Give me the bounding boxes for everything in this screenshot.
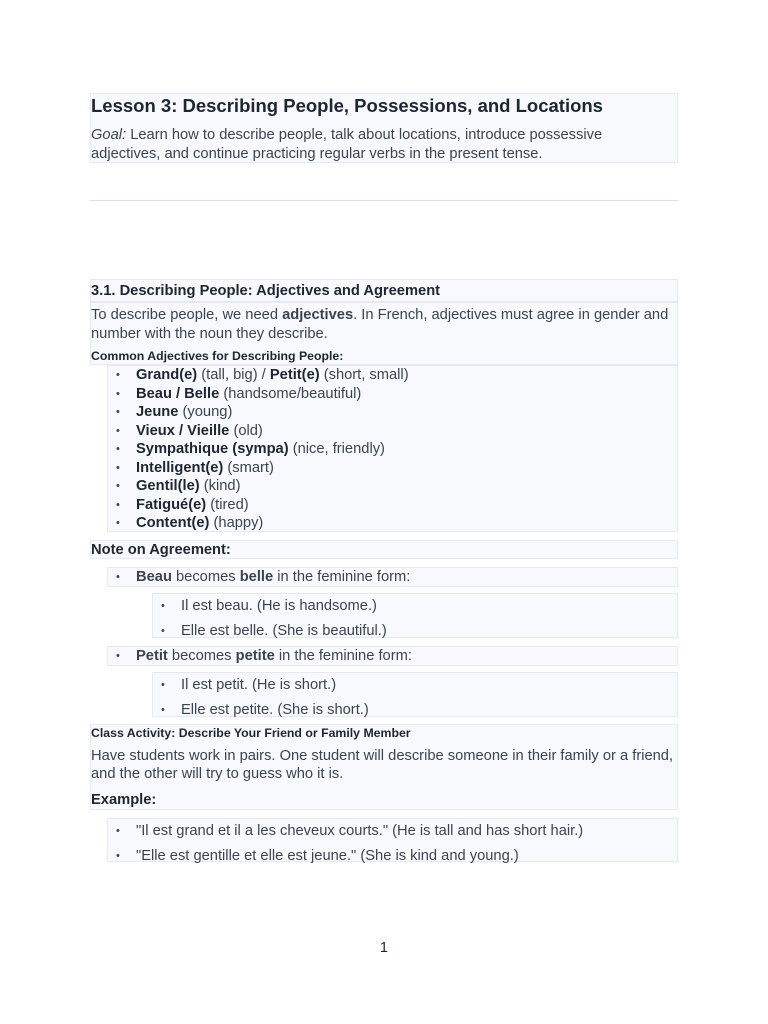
adjective-item: • Content(e) (happy) (116, 515, 264, 531)
list-item: • Beau becomes belle in the feminine form: (116, 569, 411, 585)
agreement-item-beau (107, 567, 678, 587)
bullet-icon: • (116, 650, 120, 662)
bullet-icon: • (161, 625, 165, 637)
list-item: • "Elle est gentille et elle est jeune." (She is kind and young.) (108, 844, 677, 869)
agreement-examples-petit (152, 672, 678, 717)
activity-examples-box (107, 818, 678, 862)
goal-label: Goal: (91, 127, 127, 143)
agreement-examples-beau (152, 593, 678, 638)
list-item: • Elle est petite. (She is short.) (153, 698, 677, 723)
activity-text: Have students work in pairs. One student will describe someone in their family or a friend, and the other will try to guess who it is. (91, 748, 674, 782)
lesson-header (90, 93, 678, 163)
adjective-list-heading: Common Adjectives for Describing People: (91, 349, 344, 363)
bullet-icon: • (116, 850, 120, 862)
page-number: 1 (379, 940, 389, 956)
activity-examples (108, 819, 677, 869)
bullet-icon: • (116, 461, 120, 474)
example-label: Example: (91, 792, 157, 808)
section-title: 3.1. Describing People: Adjectives and Agreement (91, 283, 441, 299)
intro-keyword: adjectives (282, 307, 354, 323)
bullet-icon: • (116, 387, 120, 400)
adjective-item: • Intelligent(e) (smart) (116, 459, 274, 476)
bullet-icon: • (161, 704, 165, 716)
horizontal-divider (90, 200, 678, 201)
bullet-icon: • (116, 480, 120, 492)
adjective-item: • Jeune (young) (116, 404, 233, 420)
bullet-icon: • (116, 424, 120, 437)
activity-heading: Class Activity: Describe Your Friend or Family Member (91, 726, 411, 740)
goal-text: Learn how to describe people, talk about locations, introduce possessive adjectives, and continue practicing regular verbs in the present tense. (91, 127, 603, 162)
class-activity (90, 724, 678, 810)
list-item: • Il est beau. (He is handsome.) (153, 594, 677, 619)
list-item: • Petit becomes petite in the feminine form: (116, 648, 412, 664)
agreement-heading: Note on Agreement: (91, 542, 231, 558)
agreement-item-petit (107, 646, 678, 666)
lesson-title: Lesson 3: Describing People, Possessions, and Locations (91, 95, 603, 116)
bullet-icon: • (116, 498, 120, 511)
bullet-icon: • (116, 406, 120, 418)
adjective-item: • Vieux / Vieille (old) (116, 422, 263, 439)
list-item: • "Il est grand et il a les cheveux courts." (He is tall and has short hair.) (108, 819, 677, 844)
adjective-item: • Fatigué(e) (tired) (116, 496, 249, 513)
section-intro (90, 302, 678, 365)
adjective-item: • Sympathique (sympa) (nice, friendly) (116, 441, 385, 457)
adjective-item: • Gentil(le) (kind) (116, 478, 241, 494)
section-heading-box (90, 279, 678, 302)
bullet-icon: • (161, 679, 165, 691)
bullet-icon: • (116, 517, 120, 529)
bullet-icon: • (116, 443, 120, 455)
agreement-heading-box (90, 540, 678, 559)
list-item: • Elle est belle. (She is beautiful.) (153, 619, 677, 644)
bullet-icon: • (161, 600, 165, 612)
list-item: • Il est petit. (He is short.) (153, 673, 677, 698)
adjective-list (108, 366, 677, 533)
intro-paragraph: To describe people, we need adjectives. In French, adjectives must agree in gender and number with the noun they describe. (91, 307, 669, 342)
adjective-list-box (107, 365, 678, 532)
adjective-item: • Beau / Belle (handsome/beautiful) (116, 385, 362, 402)
bullet-icon: • (116, 571, 120, 583)
lesson-goal (91, 126, 651, 164)
bullet-icon: • (116, 369, 120, 381)
adjective-item: • Grand(e) (tall, big) / Petit(e) (short, small) (116, 367, 409, 383)
bullet-icon: • (116, 825, 120, 837)
